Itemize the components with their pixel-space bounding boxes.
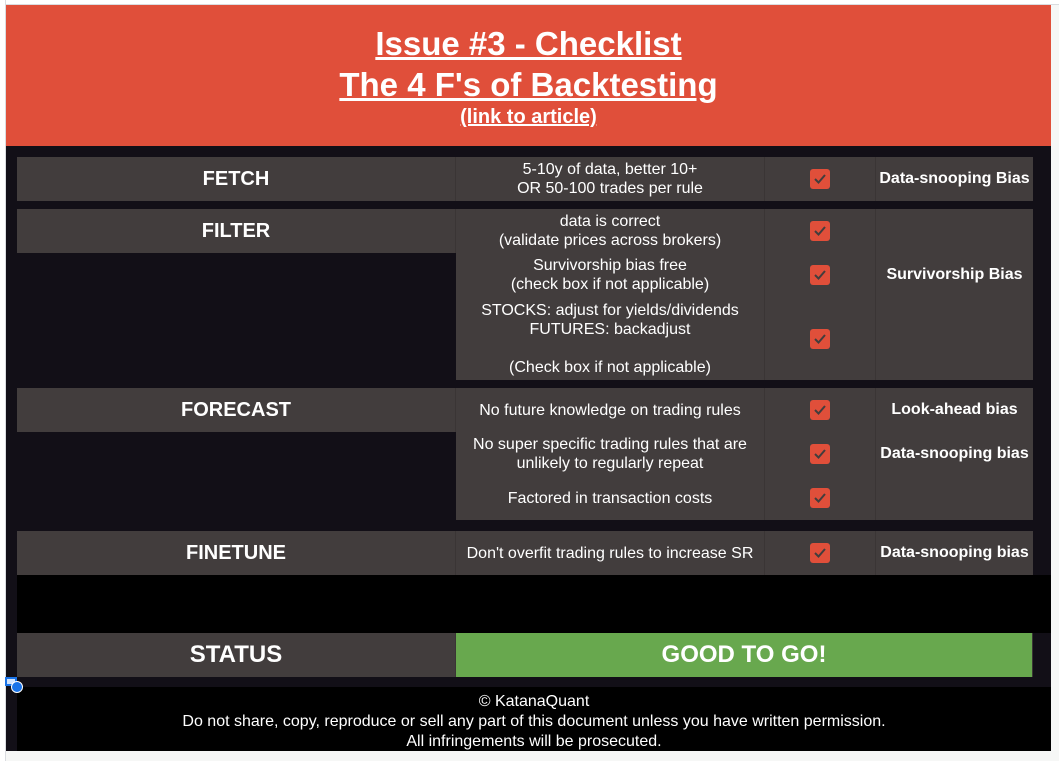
check-cell [765,432,876,476]
bias-label: Data-snooping bias [876,531,1033,575]
check-cell [765,388,876,432]
item-description: data is correct (validate prices across brokers) [456,209,765,253]
item-description: 5-10y of data, better 10+ OR 50-100 trades per rule [456,157,765,201]
item-description: Survivorship bias free (check box if not applicable) [456,253,765,297]
section-label-forecast: FORECAST [17,388,456,432]
item-description: Don't overfit trading rules to increase SR [456,531,765,575]
status-label: STATUS [17,633,456,677]
footer-warning: All infringements will be prosecuted. [406,733,662,750]
check-cell [765,157,876,201]
footer [17,687,1051,751]
checkbox-checked-icon[interactable] [810,400,830,420]
selection-drag-handle[interactable] [11,681,23,693]
bias-label: Look-ahead bias [891,401,1018,418]
spacer-row [17,575,1051,633]
checkbox-checked-icon[interactable] [810,543,830,563]
check-cell [765,531,876,575]
bias-label: Data-snooping bias [880,445,1029,462]
section-label-fetch: FETCH [17,157,456,201]
title-line-2: The 4 F's of Backtesting [339,66,718,103]
section-label-finetune: FINETUNE [17,531,456,575]
footer-notice: Do not share, copy, reproduce or sell any part of this document unless you have written permission. [182,713,886,730]
title-line-1: Issue #3 - Checklist [375,25,682,62]
bias-label: Survivorship Bias [886,266,1023,283]
item-description: No super specific trading rules that are unlikely to regularly repeat [456,432,765,476]
bias-label: Data-snooping Bias [876,157,1033,201]
copyright: © KatanaQuant [478,693,590,710]
check-cell [765,297,876,380]
item-description: STOCKS: adjust for yields/dividends FUTURES: backadjust (Check box if not applicable) [456,297,765,380]
article-link[interactable]: (link to article) [460,106,597,128]
check-cell [765,476,876,520]
header-banner [6,5,1051,146]
item-description: No future knowledge on trading rules [456,388,765,432]
status-value: GOOD TO GO! [456,633,1033,677]
checkbox-checked-icon[interactable] [810,488,830,508]
check-cell [765,253,876,297]
checkbox-checked-icon[interactable] [810,169,830,189]
check-cell [765,209,876,253]
checkbox-checked-icon[interactable] [810,265,830,285]
checkbox-checked-icon[interactable] [810,221,830,241]
section-label-filter: FILTER [17,209,456,253]
checkbox-checked-icon[interactable] [810,444,830,464]
checkbox-checked-icon[interactable] [810,329,830,349]
item-description: Factored in transaction costs [456,476,765,520]
